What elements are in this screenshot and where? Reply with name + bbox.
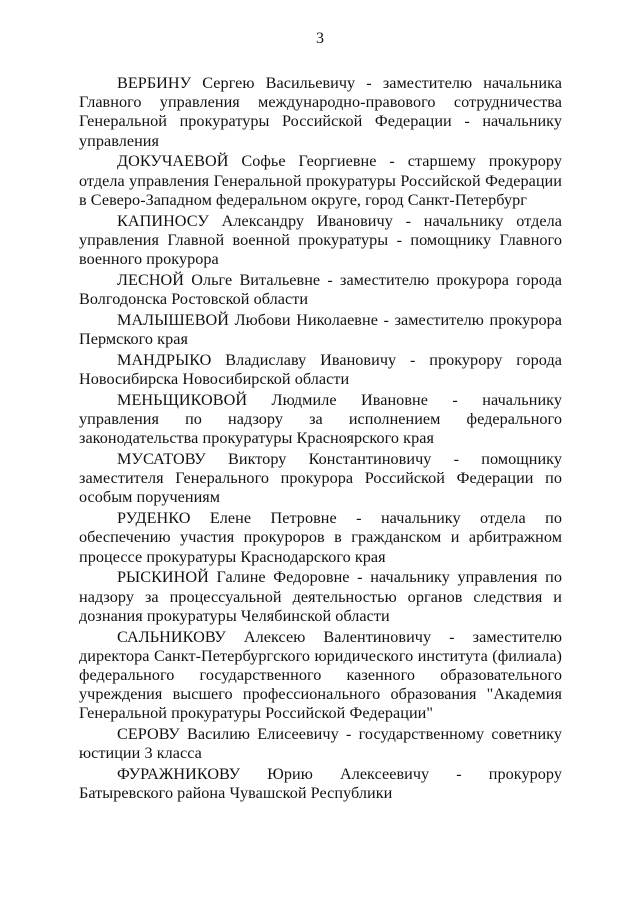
list-item: СЕРОВУ Василию Елисеевичу - государственному советнику юстиции 3 класса [79,725,562,763]
list-item: САЛЬНИКОВУ Алексею Валентиновичу - заместителю директора Санкт-Петербургского юридического института (филиала) федерального государственного казенного образовательного учреждения высшего профессионального образования "Академия Генеральной прокуратуры Российской Федерации" [79,627,562,723]
list-item: КАПИНОСУ Александру Ивановичу - начальнику отдела управления Главной военной прокуратуры - помощнику Главного военного прокурора [79,211,562,269]
list-item: РЫСКИНОЙ Галине Федоровне - начальнику управления по надзору за процессуальной деятельностью органов следствия и дознания прокуратуры Челябинской области [79,568,562,625]
page-number: 3 [316,30,324,47]
list-item: ВЕРБИНУ Сергею Васильевичу - заместителю начальника Главного управления международно-правового сотрудничества Генеральной прокуратуры Российской Федерации - начальнику управления [79,74,562,150]
list-item: МЕНЬЩИКОВОЙ Людмиле Ивановне - начальнику управления по надзору за исполнением федерального законодательства прокуратуры Красноярского края [79,390,562,448]
list-item: МУСАТОВУ Виктору Константиновичу - помощнику заместителя Генерального прокурора Российской Федерации по особым поручениям [79,450,562,507]
appointment-list [79,74,562,805]
list-item: МАНДРЫКО Владиславу Ивановичу - прокурору города Новосибирска Новосибирской области [79,350,562,389]
list-item: ДОКУЧАЕВОЙ Софье Георгиевне - старшему прокурору отдела управления Генеральной прокуратуры Российской Федерации в Северо-Западном федеральном округе, город Санкт-Петербург [79,152,562,209]
list-item: ЛЕСНОЙ Ольге Витальевне - заместителю прокурора города Волгодонска Ростовской области [79,270,562,309]
list-item: МАЛЫШЕВОЙ Любови Николаевне - заместителю прокурора Пермского края [79,310,562,349]
list-item: ФУРАЖНИКОВУ Юрию Алексеевичу - прокурору Батыревского района Чувашской Республики [79,765,562,803]
list-item: РУДЕНКО Елене Петровне - начальнику отдела по обеспечению участия прокуроров в гражданском и арбитражном процессе прокуратуры Краснодарского края [79,509,562,566]
